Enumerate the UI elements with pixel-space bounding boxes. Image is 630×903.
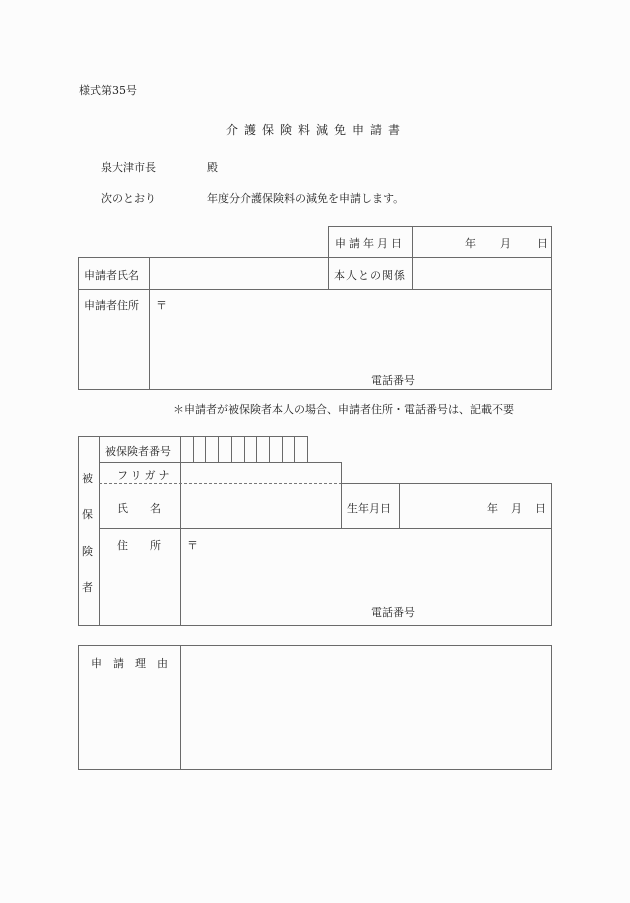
applicant-name-field[interactable] <box>150 258 327 288</box>
side-label-3: 険 <box>82 545 93 558</box>
reason-label: 申請理由 <box>91 657 179 670</box>
number-cell[interactable] <box>256 436 257 462</box>
month-unit: 月 <box>511 502 522 515</box>
year-unit: 年 <box>487 502 498 515</box>
postal-mark: 〒 <box>187 539 198 552</box>
number-cell[interactable] <box>205 436 206 462</box>
applicant-address-field[interactable] <box>150 290 551 389</box>
furigana-label: フリガナ <box>117 469 173 482</box>
addressee-honorific: 殿 <box>207 161 218 174</box>
number-cell[interactable] <box>231 436 232 462</box>
phone-label: 電話番号 <box>371 374 415 387</box>
divider <box>78 625 552 626</box>
number-cell[interactable] <box>282 436 283 462</box>
divider <box>551 483 552 626</box>
divider <box>328 257 329 289</box>
relationship-field[interactable] <box>413 258 551 288</box>
applicant-address-label: 申請者住所 <box>84 299 139 312</box>
insured-address-label: 住 所 <box>117 539 161 552</box>
addressee-name: 泉大津市長 <box>101 161 156 174</box>
birthdate-field[interactable] <box>400 484 551 527</box>
document-title: 介護保険料減免申請書 <box>226 123 407 137</box>
year-unit: 年 <box>465 237 476 250</box>
applicant-note: ＊申請者が被保険者本人の場合、申請者住所・電話番号は、記載不要 <box>173 403 514 416</box>
application-date-label: 申請年月日 <box>335 237 405 250</box>
furigana-field[interactable] <box>181 463 341 482</box>
application-date-field[interactable] <box>413 227 551 257</box>
divider <box>341 462 342 528</box>
reason-field[interactable] <box>181 646 551 769</box>
divider <box>78 436 100 437</box>
day-unit: 日 <box>537 237 548 250</box>
request-text: 年度分介護保険料の減免を申請します。 <box>207 192 405 205</box>
applicant-name-label: 申請者氏名 <box>84 269 139 282</box>
insured-number-label: 被保険者番号 <box>105 445 171 458</box>
postal-mark: 〒 <box>156 299 167 312</box>
month-unit: 月 <box>500 237 511 250</box>
phone-label: 電話番号 <box>371 606 415 619</box>
birthdate-label: 生年月日 <box>347 502 391 515</box>
number-cell[interactable] <box>269 436 270 462</box>
number-cell[interactable] <box>193 436 194 462</box>
request-prefix: 次のとおり <box>101 192 156 205</box>
relationship-label: 本人との関係 <box>334 269 406 282</box>
divider <box>78 436 79 626</box>
divider <box>99 436 100 626</box>
number-cell[interactable] <box>244 436 245 462</box>
insured-name-field[interactable] <box>181 484 341 527</box>
side-label-2: 保 <box>82 508 93 521</box>
side-label-4: 者 <box>82 581 93 594</box>
day-unit: 日 <box>535 502 546 515</box>
side-label-1: 被 <box>82 472 93 485</box>
form-number: 様式第35号 <box>79 84 137 97</box>
insured-number-cells[interactable] <box>180 436 307 462</box>
insured-address-field[interactable] <box>181 529 551 625</box>
number-cell[interactable] <box>218 436 219 462</box>
number-cell[interactable] <box>294 436 295 462</box>
insured-name-label: 氏 名 <box>117 502 161 515</box>
